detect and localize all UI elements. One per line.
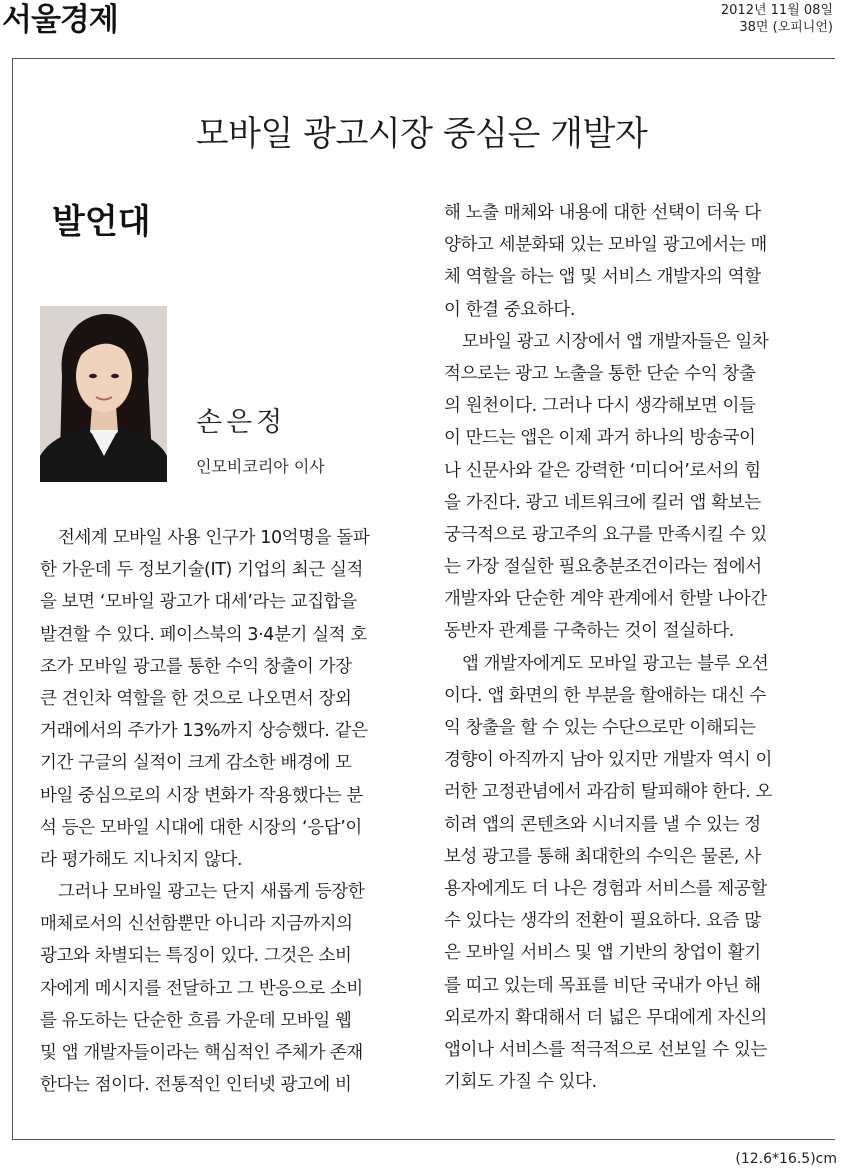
body-text-line: 적으로는 광고 노출을 통한 단순 수익 창출 — [444, 363, 756, 384]
body-text-line: 히려 앱의 콘텐츠와 시너지를 낼 수 있는 정 — [444, 814, 761, 835]
body-text-line: 은 모바일 서비스 및 앱 기반의 창업이 활기 — [444, 943, 761, 964]
body-text-line: 의 원천이다. 그러나 다시 생각해보면 이들 — [444, 396, 756, 417]
publication-date: 2012년 11월 08일 — [720, 3, 833, 18]
body-text-line: 수 있다는 생각의 전환이 필요하다. 요즘 많 — [444, 911, 761, 932]
author-title: 인모비코리아 이사 — [196, 457, 325, 476]
newspaper-masthead: 서울경제 — [2, 2, 118, 38]
body-text-line: 외로까지 확대해서 더 넓은 무대에게 자신의 — [444, 1007, 767, 1028]
dateline — [721, 2, 833, 36]
body-text-line: 그러나 모바일 광고는 단지 새롭게 등장한 — [58, 882, 365, 903]
body-text-line: 를 띠고 있는데 목표를 비단 국내가 아닌 해 — [444, 975, 761, 996]
body-text-line: 자에게 메시지를 전달하고 그 반응으로 소비 — [40, 978, 363, 999]
body-text-line: 익 창출을 할 수 있는 수단으로만 이해되는 — [444, 718, 756, 738]
author-photo — [40, 306, 167, 482]
body-text-line: 앱 개발자에게도 모바일 광고는 블루 오션 — [462, 653, 769, 674]
body-text-line: 전세계 모바일 사용 인구가 10억명을 돌파 — [58, 528, 370, 548]
body-text-line: 조가 모바일 광고를 통한 수익 창출이 가장 — [40, 656, 352, 677]
author-portrait-image — [40, 306, 167, 482]
body-text-line: 기간 구글의 실적이 크게 감소한 배경에 모 — [40, 753, 352, 774]
body-text-line: 나 신문사와 같은 강력한 ‘미디어’로서의 힘 — [444, 460, 761, 481]
body-text-line: 광고와 차별되는 특징이 있다. 그것은 소비 — [40, 946, 352, 967]
body-text-line: 앱이나 서비스를 적극적으로 선보일 수 있는 — [444, 1039, 767, 1060]
body-text-line: 동반자 관계를 구축하는 것이 절실하다. — [444, 621, 734, 642]
body-text-line: 를 유도하는 단순한 흐름 가운데 모바일 웹 — [40, 1010, 352, 1031]
body-text-line: 거래에서의 주가가 13%까지 상승했다. 같은 — [40, 721, 368, 742]
body-text-line: 발견할 수 있다. 페이스북의 3·4분기 실적 호 — [40, 624, 367, 645]
body-text-line: 모바일 광고 시장에서 앱 개발자들은 일차 — [462, 331, 769, 352]
body-text-line: 이다. 앱 화면의 한 부분을 할애하는 대신 수 — [444, 685, 766, 706]
body-text-line: 및 앱 개발자들이라는 핵심적인 주체가 존재 — [40, 1043, 363, 1063]
body-text-line: 러한 고정관념에서 과감히 탈피해야 한다. 오 — [444, 782, 773, 803]
body-text-line: 한 가운데 두 정보기술(IT) 기업의 최근 실적 — [40, 560, 363, 581]
article-body-left-column — [40, 522, 412, 1101]
body-text-line: 경향이 아직까지 남아 있지만 개발자 역시 이 — [444, 750, 773, 771]
body-text-line: 용자에게도 더 나은 경험과 서비스를 제공할 — [444, 878, 767, 899]
body-text-line: 바일 중심으로의 시장 변화가 작용했다는 분 — [40, 785, 363, 806]
body-text-line: 이 한결 중요하다. — [444, 299, 576, 320]
column-name: 발언대 — [52, 202, 151, 242]
body-text-line: 매체로서의 신선함뿐만 아니라 지금까지의 — [40, 914, 353, 935]
body-text-line: 라 평가해도 지나치지 않다. — [40, 849, 243, 870]
body-text-line: 한다는 점이다. 전통적인 인터넷 광고에 비 — [40, 1075, 352, 1096]
body-text-line: 궁극적으로 광고주의 요구를 만족시킬 수 있 — [444, 524, 767, 545]
body-text-line: 개발자와 단순한 계약 관계에서 한발 나아간 — [444, 589, 767, 610]
body-text-line: 석 등은 모바일 시대에 대한 시장의 ‘응답’이 — [40, 817, 362, 838]
body-text-line: 을 가진다. 광고 네트워크에 킬러 앱 확보는 — [444, 492, 761, 513]
body-text-line: 양하고 세분화돼 있는 모바일 광고에서는 매 — [444, 235, 767, 256]
body-text-line: 보성 광고를 통해 최대한의 수익은 물론, 사 — [444, 846, 761, 867]
author-name: 손은정 — [196, 407, 287, 438]
body-text-line: 기회도 가질 수 있다. — [444, 1072, 597, 1093]
body-text-line: 큰 견인차 역할을 한 것으로 나오면서 장외 — [40, 688, 352, 709]
article-size-note: (12.6*16.5)cm — [735, 1151, 837, 1167]
article-headline: 모바일 광고시장 중심은 개발자 — [195, 114, 648, 154]
body-text-line: 을 보면 ‘모바일 광고가 대세’라는 교집합을 — [40, 592, 357, 613]
page-section: 38면 (오피니언) — [739, 20, 833, 35]
article-body-right-column — [444, 197, 816, 1098]
body-text-line: 이 만드는 앱은 이제 과거 하나의 방송국이 — [444, 428, 756, 449]
body-text-line: 해 노출 매체와 내용에 대한 선택이 더욱 다 — [444, 203, 761, 223]
body-text-line: 는 가장 절실한 필요충분조건이라는 점에서 — [444, 557, 762, 578]
body-text-line: 체 역할을 하는 앱 및 서비스 개발자의 역할 — [444, 267, 761, 288]
